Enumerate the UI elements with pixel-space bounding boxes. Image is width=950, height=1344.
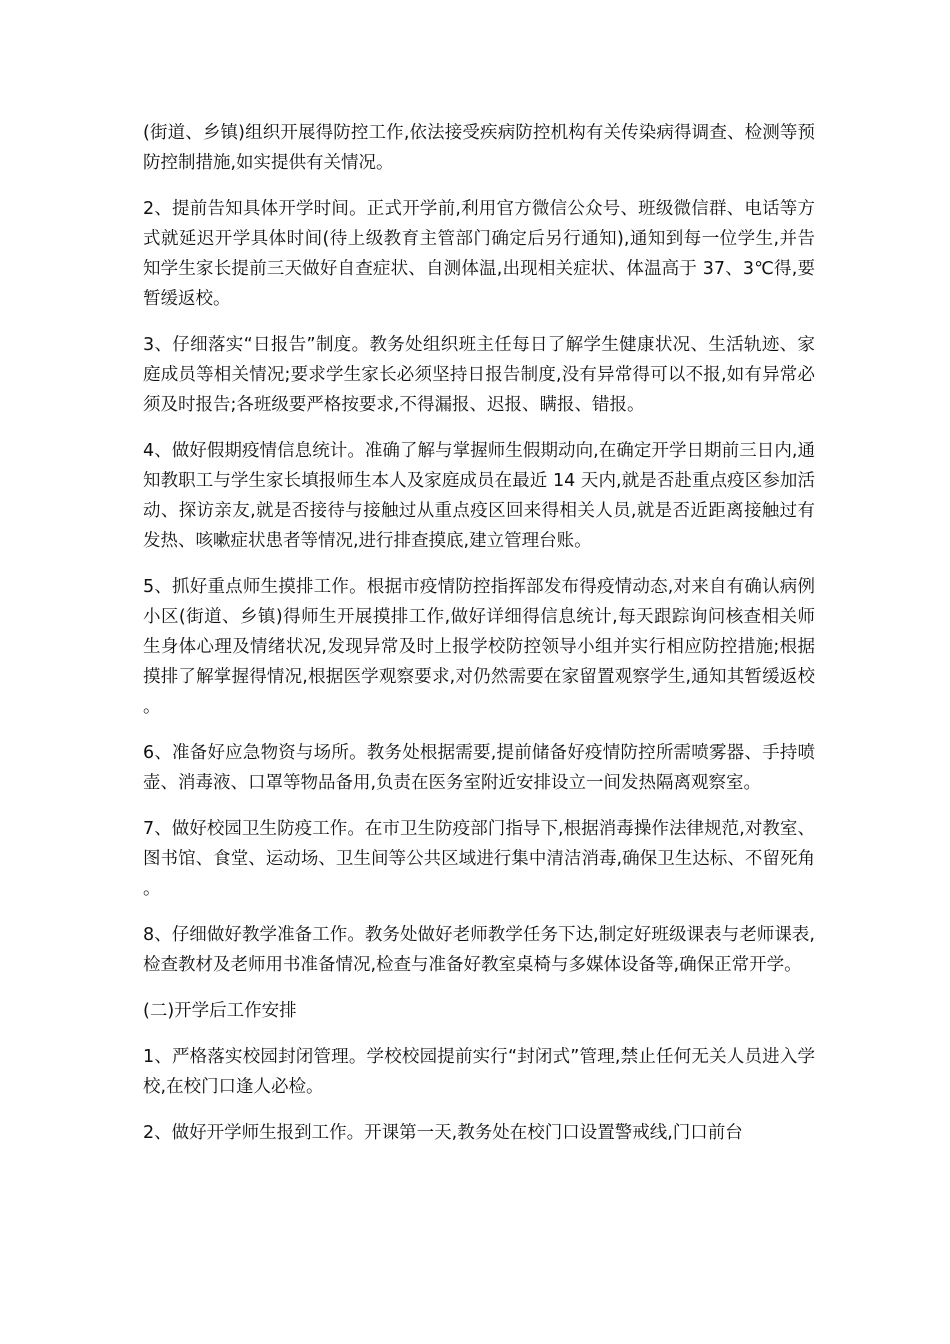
paragraph-item-5-key-screening: 5、抓好重点师生摸排工作。根据市疫情防控指挥部发布得疫情动态,对来自有确认病例小区(街道、乡镇)得师生开展摸排工作,做好详细得信息统计,每天跟踪询问核查相关师生身体心理及情绪状况,发现异常及时上报学校防控领导小组并实行相应防控措施;根据摸排了解掌握得情况,根据医学观察要求,对仍然需要在家留置观察学生,通知其暂缓返校。 xyxy=(143,577,815,717)
paragraph-item-2-registration: 2、做好开学师生报到工作。开课第一天,教务处在校门口设置警戒线,门口前台 xyxy=(143,1123,743,1143)
document-page xyxy=(143,118,815,1164)
section-heading-after-school-start: (二)开学后工作安排 xyxy=(143,1001,297,1021)
paragraph-item-8-teaching-preparation: 8、仔细做好教学准备工作。教务处做好老师教学任务下达,制定好班级课表与老师课表,检查教材及老师用书准备情况,检查与准备好教室桌椅与多媒体设备等,确保正常开学。 xyxy=(143,925,815,975)
paragraph-item-4-holiday-statistics: 4、做好假期疫情信息统计。准确了解与掌握师生假期动向,在确定开学日期前三日内,通知教职工与学生家长填报师生本人及家庭成员在最近 14 天内,就是否赴重点疫区参加活动、探访亲友,就是否接待与接触过从重点疫区回来得相关人员,就是否近距离接触过有发热、咳嗽症状患者等情况,进行排查摸底,建立管理台账。 xyxy=(143,441,815,551)
paragraph-item-2-notify-start-date: 2、提前告知具体开学时间。正式开学前,利用官方微信公众号、班级微信群、电话等方式就延迟开学具体时间(待上级教育主管部门确定后另行通知),通知到每一位学生,并告知学生家长提前三天做好自查症状、自测体温,出现相关症状、体温高于 37、3℃得,要暂缓返校。 xyxy=(143,199,815,309)
paragraph-item-3-daily-report: 3、仔细落实“日报告”制度。教务处组织班主任每日了解学生健康状况、生活轨迹、家庭成员等相关情况;要求学生家长必须坚持日报告制度,没有异常得可以不报,如有异常必须及时报告;各班级要严格按要求,不得漏报、迟报、瞒报、错报。 xyxy=(143,335,815,415)
paragraph-item-6-emergency-supplies: 6、准备好应急物资与场所。教务处根据需要,提前储备好疫情防控所需喷雾器、手持喷壶、消毒液、口罩等物品备用,负责在医务室附近安排设立一间发热隔离观察室。 xyxy=(143,743,815,793)
paragraph-item-1-closed-management: 1、严格落实校园封闭管理。学校校园提前实行“封闭式”管理,禁止任何无关人员进入学校,在校门口逢人必检。 xyxy=(143,1047,815,1097)
paragraph-item-7-campus-hygiene: 7、做好校园卫生防疫工作。在市卫生防疫部门指导下,根据消毒操作法律规范,对教室、图书馆、食堂、运动场、卫生间等公共区域进行集中清洁消毒,确保卫生达标、不留死角。 xyxy=(143,819,815,899)
paragraph-continuation: (街道、乡镇)组织开展得防控工作,依法接受疾病防控机构有关传染病得调查、检测等预防控制措施,如实提供有关情况。 xyxy=(143,123,815,173)
